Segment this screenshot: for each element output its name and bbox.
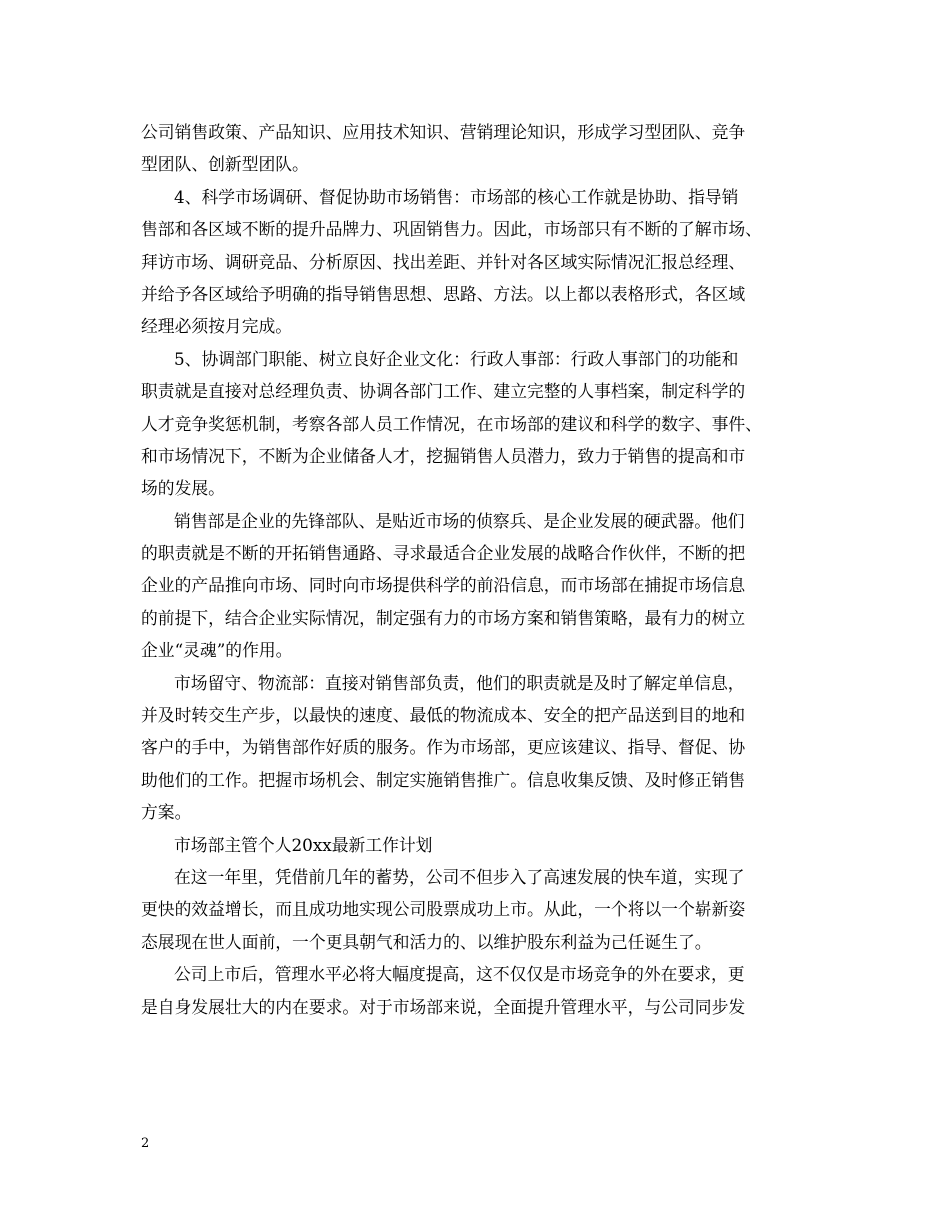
text-line: 助他们的工作。把握市场机会、制定实施销售推广。信息收集反馈、及时修正销售 xyxy=(141,769,746,790)
text-line: 更快的效益增长，而且成功地实现公司股票成功上市。从此，一个将以一个崭新姿 xyxy=(141,899,746,920)
text-line: 拜访市场、调研竞品、分析原因、找出差距、并针对各区域实际情况汇报总经理、 xyxy=(141,251,746,272)
text-line: 并给予各区域给予明确的指导销售思想、思路、方法。以上都以表格形式，各区域 xyxy=(141,283,746,304)
text-line: 企业的产品推向市场、同时向市场提供科学的前沿信息，而市场部在捕捉市场信息 xyxy=(141,575,746,596)
text-line: 市场部主管个人20xx最新工作计划 xyxy=(174,834,433,855)
page-number: 2 xyxy=(141,1136,150,1151)
text-line: 态展现在世人面前，一个更具朝气和活力的、以维护股东利益为己任诞生了。 xyxy=(141,931,712,952)
text-line: 销售部是企业的先锋部队、是贴近市场的侦察兵、是企业发展的硬武器。他们 xyxy=(174,510,745,531)
text-line: 售部和各区域不断的提升品牌力、巩固销售力。因此，市场部只有不断的了解市场、 xyxy=(141,219,762,240)
text-line: 是自身发展壮大的内在要求。对于市场部来说，全面提升管理水平，与公司同步发 xyxy=(141,996,746,1017)
text-line: 5、协调部门职能、树立良好企业文化：行政人事部：行政人事部门的功能和 xyxy=(174,348,739,369)
document-body xyxy=(141,116,821,1023)
text-line: 客户的手中，为销售部作好质的服务。作为市场部，更应该建议、指导、督促、协 xyxy=(141,737,746,758)
text-line: 职责就是直接对总经理负责、协调各部门工作、建立完整的人事档案，制定科学的 xyxy=(141,381,746,402)
text-line: 的前提下，结合企业实际情况，制定强有力的市场方案和销售策略，最有力的树立 xyxy=(141,607,746,628)
text-line: 市场留守、物流部：直接对销售部负责，他们的职责就是及时了解定单信息， xyxy=(174,672,745,693)
text-line: 4、科学市场调研、督促协助市场销售：市场部的核心工作就是协助、指导销 xyxy=(174,186,739,207)
text-line: 并及时转交生产步，以最快的速度、最低的物流成本、安全的把产品送到目的地和 xyxy=(141,705,746,726)
text-line: 方案。 xyxy=(141,802,192,823)
text-line: 型团队、创新型团队。 xyxy=(141,154,309,175)
text-line: 经理必须按月完成。 xyxy=(141,316,293,337)
text-line: 场的发展。 xyxy=(141,478,225,499)
text-line: 在这一年里，凭借前几年的蓄势，公司不但步入了高速发展的快车道，实现了 xyxy=(174,866,745,887)
text-line: 公司上市后，管理水平必将大幅度提高，这不仅仅是市场竞争的外在要求，更 xyxy=(174,964,745,985)
text-line: 的职责就是不断的开拓销售通路、寻求最适合企业发展的战略合作伙伴，不断的把 xyxy=(141,543,746,564)
text-line: 公司销售政策、产品知识、应用技术知识、营销理论知识，形成学习型团队、竞争 xyxy=(141,122,746,142)
text-line: 企业“灵魂”的作用。 xyxy=(141,640,293,661)
text-line: 人才竞争奖惩机制，考察各部人员工作情况，在市场部的建议和科学的数字、事件、 xyxy=(141,413,762,434)
text-line: 和市场情况下，不断为企业储备人才，挖掘销售人员潜力，致力于销售的提高和市 xyxy=(141,445,746,466)
